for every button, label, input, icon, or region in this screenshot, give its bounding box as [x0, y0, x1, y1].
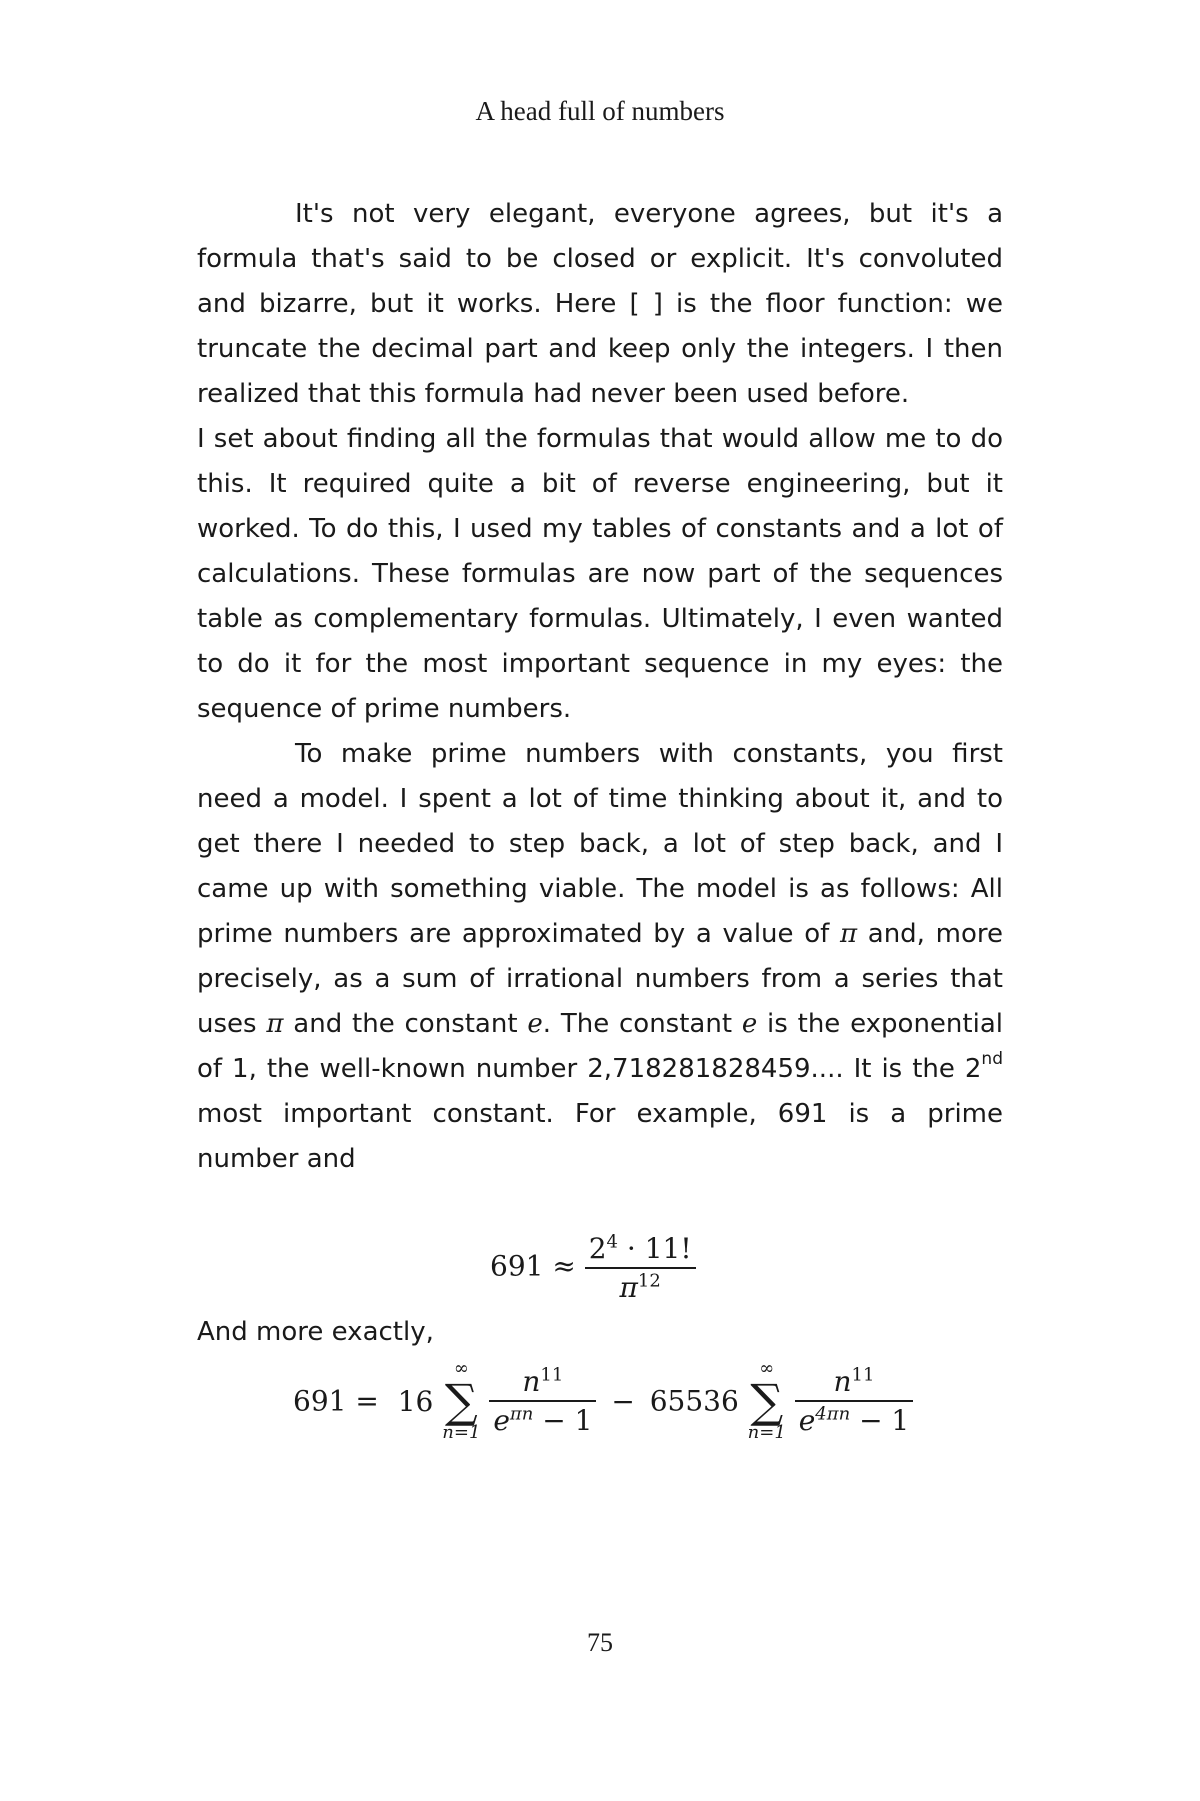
page-number: 75 [587, 1628, 613, 1657]
paragraph-3-text: is the exponential of 1, the well-known number 2,718281828459.... It is the 2 [197, 1009, 1003, 1084]
paragraph-3-text: . The constant [542, 1009, 742, 1039]
numerator-base: 2 [588, 1232, 607, 1265]
denominator-rest: − 1 [533, 1404, 593, 1437]
ordinal-suffix: nd [981, 1049, 1003, 1070]
numerator-exponent: 4 [606, 1231, 618, 1253]
summation [748, 1360, 786, 1442]
body-text [197, 192, 1003, 1182]
summation-lower-limit: n=1 [442, 1422, 481, 1443]
summation-lower-limit: n=1 [747, 1422, 786, 1443]
denominator-base: e [798, 1404, 816, 1437]
coefficient: 65536 [649, 1384, 739, 1418]
denominator-exponent: 12 [637, 1270, 661, 1292]
numerator-base: n [833, 1365, 852, 1398]
summation-symbol: ∑ [444, 1374, 478, 1428]
paragraph-3 [197, 732, 1003, 1182]
pi-symbol: π [266, 1009, 284, 1039]
fraction-numerator [585, 1232, 696, 1267]
e-constant-symbol: e [527, 1009, 543, 1039]
denominator-base: e [493, 1404, 510, 1437]
exact-formula [293, 1360, 913, 1442]
paragraph-4: And more exactly, [197, 1317, 434, 1347]
paragraph-3-text: To make prime numbers with constants, you first need a model. I spent a lot of time thinking about it, and to get there I needed to step back, a lot of step back, and I came up with something viable. The model is as follows: All prime numbers are approximated by a value of [197, 739, 1003, 949]
denominator-base: π [619, 1271, 638, 1304]
fraction [585, 1232, 696, 1304]
paragraph-3-text: most important constant. For example, 691 is a prime number and [197, 1099, 1003, 1174]
formula-lhs: 691 ≈ [490, 1249, 576, 1283]
approximation-formula [490, 1232, 696, 1304]
paragraph-3-text: and the constant [283, 1009, 528, 1039]
summation-upper-limit: ∞ [759, 1358, 775, 1379]
numerator-exponent: 11 [540, 1364, 564, 1386]
numerator-rest: · 11! [618, 1232, 692, 1265]
paragraph-3-text: and, more precisely, as a sum of irrational numbers from a series that uses [197, 919, 1003, 1039]
coefficient: 16 [397, 1384, 434, 1418]
fraction-denominator [795, 1400, 914, 1437]
fraction [489, 1365, 596, 1437]
e-constant-symbol: e [741, 1009, 758, 1039]
minus-sign: − [611, 1384, 635, 1418]
denominator-exponent: πn [509, 1403, 534, 1425]
fraction-numerator [489, 1365, 596, 1400]
body-text-2 [197, 1310, 1003, 1355]
summation-symbol: ∑ [750, 1374, 784, 1428]
fraction-denominator [489, 1400, 596, 1437]
running-head: A head full of numbers [475, 96, 725, 126]
fraction-numerator [795, 1365, 914, 1400]
paragraph-1: It's not very elegant, everyone agrees, but it's a formula that's said to be closed or explicit. It's convoluted and bizarre, but it works. Here [ ] is the floor function: we truncate the decimal part and keep only the integers. I then realized that this formula had never been used before. [197, 199, 1003, 409]
denominator-exponent: 4πn [815, 1403, 851, 1425]
paragraph-2: I set about finding all the formulas that would allow me to do this. It required quite a bit of reverse engineering, but it worked. To do this, I used my tables of constants and a lot of calculations. These formulas are now part of the sequences table as complementary formulas. Ultimately, I even wanted to do it for the most important sequence in my eyes: the sequence of prime numbers. [197, 424, 1003, 724]
denominator-rest: − 1 [850, 1404, 910, 1437]
summation-upper-limit: ∞ [453, 1358, 469, 1379]
fraction [795, 1365, 914, 1437]
formula-lhs: 691 = [293, 1384, 379, 1418]
fraction-denominator [585, 1267, 696, 1304]
numerator-exponent: 11 [851, 1364, 875, 1386]
pi-symbol: π [839, 919, 858, 949]
summation [442, 1360, 480, 1442]
numerator-base: n [522, 1365, 541, 1398]
